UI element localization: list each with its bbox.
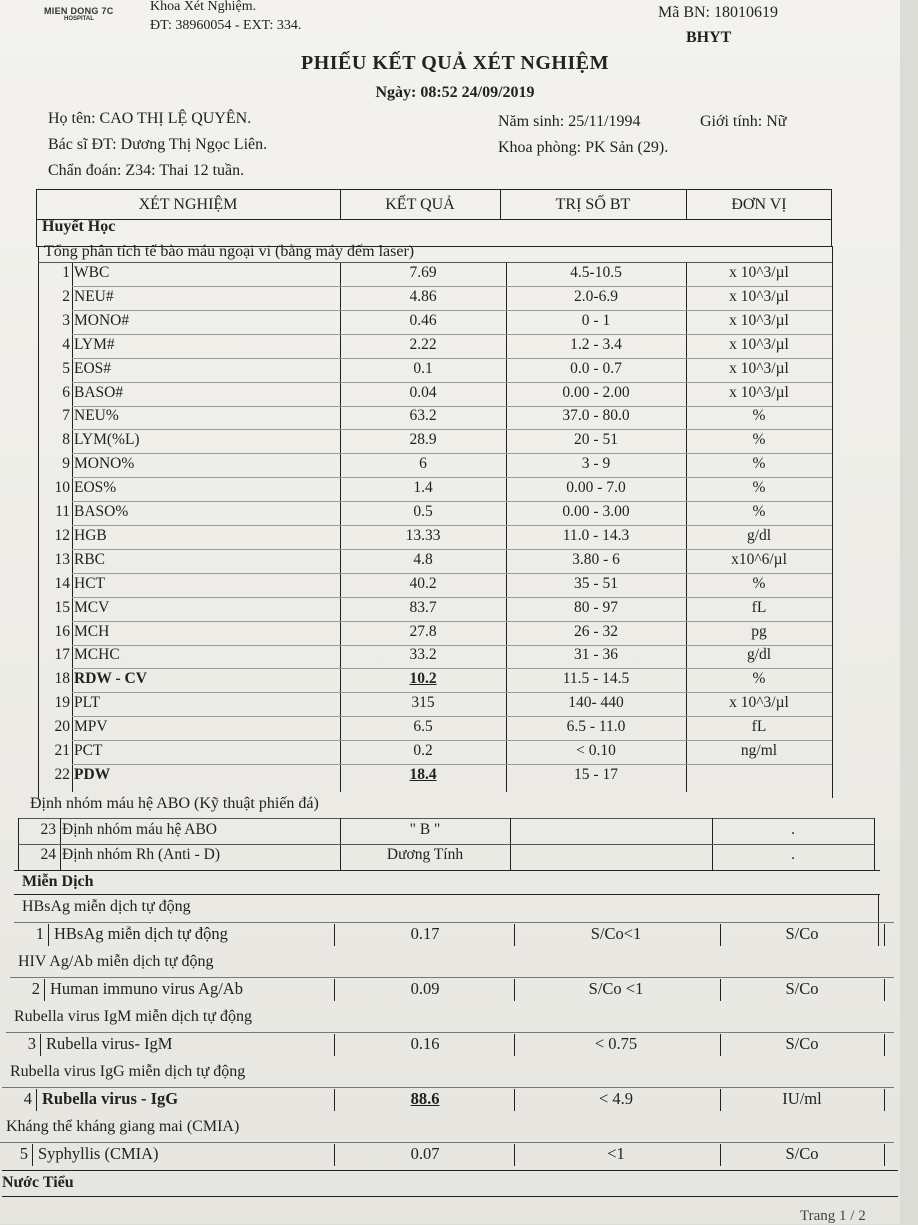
abo-top-line xyxy=(18,818,874,819)
cell-divider xyxy=(334,979,335,1001)
row-line xyxy=(72,429,832,430)
unit: % xyxy=(752,479,766,497)
table-row xyxy=(18,846,874,869)
cell-divider xyxy=(514,1144,515,1166)
row-number: 2 xyxy=(62,287,70,305)
test-result: Dương Tính xyxy=(386,846,464,863)
test-name: PCT xyxy=(74,742,103,759)
patient-birth: Năm sinh: 25/11/1994 xyxy=(498,113,641,130)
test-result xyxy=(340,1034,510,1054)
unit: x 10^3/µl xyxy=(729,694,789,712)
reference-range: 3 - 9 xyxy=(581,455,611,473)
reference-range: 15 - 17 xyxy=(574,765,618,783)
row-line xyxy=(72,286,832,287)
test-result xyxy=(340,551,506,569)
result-value: 28.9 xyxy=(409,431,437,449)
table-row xyxy=(38,670,832,693)
row-line xyxy=(72,597,832,598)
table-row xyxy=(38,384,832,407)
diagnosis: Chẩn đoán: Z34: Thai 12 tuần. xyxy=(48,162,245,179)
patient-gender: Giới tính: Nữ xyxy=(700,113,787,130)
test-name: RDW - CV xyxy=(74,670,147,688)
reference-range: <1 xyxy=(607,1144,625,1163)
row-number: 21 xyxy=(54,742,70,759)
test-name: PDW xyxy=(74,765,111,783)
cell-divider xyxy=(720,1144,721,1166)
row-line xyxy=(72,501,832,502)
table-row xyxy=(38,646,832,669)
department-name: Khoa Xét Nghiệm. xyxy=(150,0,257,14)
group-title: Rubella virus IgM miễn dịch tự động xyxy=(14,1008,252,1025)
reference-range: 37.0 - 80.0 xyxy=(562,407,630,425)
result-value: 2.22 xyxy=(409,335,437,353)
table-row xyxy=(38,336,832,359)
table-row xyxy=(38,742,832,765)
test-name: EOS% xyxy=(74,479,117,497)
cell-divider xyxy=(884,1089,885,1111)
unit: % xyxy=(752,503,766,520)
reference-range: 0.00 - 2.00 xyxy=(562,383,630,401)
reference-range: 20 - 51 xyxy=(574,431,618,449)
test-name: WBC xyxy=(74,264,110,281)
unit: S/Co xyxy=(785,924,819,943)
result-value: 0.16 xyxy=(410,1034,440,1053)
test-name: MCH xyxy=(74,622,110,640)
row-line xyxy=(72,716,832,717)
cbc-top-line xyxy=(38,262,832,263)
reference-range: 6.5 - 11.0 xyxy=(566,718,626,736)
cell-divider xyxy=(48,924,49,946)
row-number: 20 xyxy=(54,718,70,736)
unit: x 10^3/µl xyxy=(729,383,789,401)
test-result xyxy=(340,742,506,760)
row-number: 5 xyxy=(19,1144,28,1163)
reference-range: 140- 440 xyxy=(568,694,624,712)
unit: % xyxy=(752,574,766,592)
test-name: MONO% xyxy=(74,455,135,473)
test-result xyxy=(340,718,506,736)
table-row xyxy=(38,551,832,574)
reference-range: 35 - 51 xyxy=(574,574,618,592)
table-row xyxy=(0,924,900,947)
row-line xyxy=(72,645,832,646)
test-result xyxy=(340,527,506,545)
reference-range: < 4.9 xyxy=(598,1089,634,1108)
row-line xyxy=(2,1087,894,1088)
row-number: 7 xyxy=(62,407,70,425)
test-result xyxy=(340,670,506,688)
result-value: 0.09 xyxy=(410,979,440,998)
frame-right xyxy=(832,246,833,798)
test-name: Rubella virus - IgG xyxy=(42,1089,179,1108)
cell-divider xyxy=(334,1144,335,1166)
row-number: 24 xyxy=(40,846,56,863)
cell-divider xyxy=(334,924,335,946)
table-row xyxy=(38,479,832,502)
unit: % xyxy=(752,407,766,425)
test-result xyxy=(340,360,506,378)
table-row xyxy=(38,360,832,383)
result-value: 63.2 xyxy=(409,407,437,425)
row-line xyxy=(72,668,832,669)
result-value: 315 xyxy=(411,694,435,712)
row-number: 9 xyxy=(62,455,70,473)
section-hematology: Huyết Học xyxy=(42,218,116,235)
row-number: 4 xyxy=(62,335,70,353)
cell-divider xyxy=(884,1034,885,1056)
col-header-unit: ĐƠN VỊ xyxy=(731,196,787,213)
page-number: Trang 1 / 2 xyxy=(800,1208,866,1224)
result-value: 0.1 xyxy=(413,359,433,377)
row-line xyxy=(72,573,832,574)
row-number: 8 xyxy=(62,431,70,449)
row-line xyxy=(72,406,832,407)
result-value: 4.8 xyxy=(413,550,433,568)
cell-divider xyxy=(720,1089,721,1111)
reference-range: 1.2 - 3.4 xyxy=(570,335,622,353)
result-value: 0.04 xyxy=(409,383,437,401)
row-line xyxy=(14,922,894,923)
test-name: HBsAg miễn dịch tự động xyxy=(54,924,228,943)
row-line xyxy=(72,453,832,454)
test-result xyxy=(340,1089,510,1109)
test-name: MCHC xyxy=(74,646,120,664)
logo-subtext: HOSPITAL xyxy=(64,16,94,22)
row-number: 5 xyxy=(62,359,70,377)
section-line xyxy=(14,894,880,895)
row-line xyxy=(72,358,832,359)
row-number: 2 xyxy=(31,979,40,998)
logo-tagline xyxy=(58,22,140,28)
row-number: 3 xyxy=(27,1034,36,1053)
test-result xyxy=(340,599,506,617)
unit: . xyxy=(791,821,795,838)
row-number: 4 xyxy=(23,1089,32,1108)
test-name: Rubella virus- IgM xyxy=(46,1034,173,1053)
unit: ng/ml xyxy=(740,742,778,759)
reference-range: 0 - 1 xyxy=(581,311,611,329)
result-value: 0.46 xyxy=(409,311,437,329)
reference-range: 31 - 36 xyxy=(574,646,618,664)
cell-divider xyxy=(884,1144,885,1166)
group-title: Rubella virus IgG miễn dịch tự động xyxy=(10,1063,246,1080)
reference-range: 0.00 - 7.0 xyxy=(566,479,626,497)
test-result xyxy=(340,766,506,784)
cell-divider xyxy=(334,1089,335,1111)
test-name: NEU# xyxy=(74,287,114,305)
test-name: MCV xyxy=(74,598,110,616)
header-divider xyxy=(340,190,341,220)
unit: g/dl xyxy=(746,526,772,544)
reference-range: < 0.75 xyxy=(594,1034,638,1053)
group-title: HIV Ag/Ab miễn dịch tự động xyxy=(18,953,214,970)
cell-divider xyxy=(720,924,721,946)
test-result xyxy=(340,431,506,449)
cell-divider xyxy=(720,979,721,1001)
table-row xyxy=(38,694,832,717)
section-line xyxy=(2,1196,898,1197)
table-row xyxy=(38,575,832,598)
test-result xyxy=(340,312,506,330)
row-line xyxy=(72,740,832,741)
cell-divider xyxy=(334,1034,335,1056)
row-line xyxy=(72,310,832,311)
abo-frame-right xyxy=(874,818,875,870)
test-name: HCT xyxy=(74,574,105,592)
section-immunology: Miễn Dịch xyxy=(22,873,94,890)
row-line xyxy=(72,334,832,335)
row-line xyxy=(72,692,832,693)
table-row xyxy=(0,979,900,1002)
result-value: 0.2 xyxy=(413,742,433,759)
cell-divider xyxy=(514,924,515,946)
result-value: 40.2 xyxy=(409,574,437,592)
header-divider xyxy=(500,190,501,220)
hospital-logo xyxy=(44,6,140,38)
result-value: 4.86 xyxy=(409,287,437,305)
unit: S/Co xyxy=(785,1034,819,1053)
unit: x 10^3/µl xyxy=(729,359,789,377)
reference-range: 2.0-6.9 xyxy=(574,287,618,305)
department-phone: ĐT: 38960054 - EXT: 334. xyxy=(150,18,302,33)
reference-range: 80 - 97 xyxy=(574,598,618,616)
reference-range: 3.80 - 6 xyxy=(572,550,620,568)
row-number: 16 xyxy=(54,622,70,640)
unit: % xyxy=(752,670,766,688)
insurance-label: BHYT xyxy=(686,29,732,46)
row-number: 1 xyxy=(35,924,44,943)
result-value: 0.5 xyxy=(413,503,433,520)
test-name: MPV xyxy=(74,718,108,736)
test-name: NEU% xyxy=(74,407,119,425)
result-value: 6 xyxy=(419,455,427,473)
row-number: 12 xyxy=(54,526,70,544)
table-row xyxy=(38,503,832,526)
row-number: 19 xyxy=(54,694,70,712)
row-number: 1 xyxy=(62,264,70,281)
table-row xyxy=(0,1144,900,1167)
reference-range: S/Co<1 xyxy=(590,924,642,943)
test-name: Định nhóm máu hệ ABO xyxy=(62,821,217,838)
reference-range: 0.00 - 3.00 xyxy=(562,503,630,520)
unit: x 10^3/µl xyxy=(729,335,789,353)
test-name: BASO% xyxy=(74,503,129,520)
cell-divider xyxy=(40,1034,41,1056)
group-title: Kháng thể kháng giang mai (CMIA) xyxy=(6,1118,240,1135)
section-urine: Nước Tiểu xyxy=(2,1174,74,1191)
row-number: 10 xyxy=(54,479,70,497)
table-row xyxy=(38,288,832,311)
section-line xyxy=(2,1170,898,1171)
cell-divider xyxy=(514,1034,515,1056)
result-value: 0.17 xyxy=(410,924,440,943)
test-name: LYM(%L) xyxy=(74,431,140,449)
result-value: 10.2 xyxy=(409,670,437,688)
table-row xyxy=(38,312,832,335)
table-row xyxy=(0,1034,900,1057)
test-result xyxy=(340,479,506,497)
result-value: 7.69 xyxy=(409,264,437,281)
test-name: BASO# xyxy=(74,383,124,401)
row-line xyxy=(72,525,832,526)
unit: fL xyxy=(751,598,767,616)
unit: . xyxy=(791,846,795,863)
unit: g/dl xyxy=(746,646,772,664)
table-row xyxy=(0,1089,900,1112)
table-row xyxy=(38,766,832,789)
ward: Khoa phòng: PK Sản (29). xyxy=(498,139,669,156)
row-number: 18 xyxy=(54,670,70,688)
test-result xyxy=(340,646,506,664)
group-abo: Định nhóm máu hệ ABO (Kỹ thuật phiến đá) xyxy=(30,795,319,812)
reference-range: 11.0 - 14.3 xyxy=(562,526,630,544)
group-title: HBsAg miễn dịch tự động xyxy=(22,898,191,915)
test-result xyxy=(340,979,510,999)
unit: IU/ml xyxy=(782,1089,822,1108)
abo-mid-line xyxy=(18,844,874,845)
test-result xyxy=(340,694,506,712)
test-name: EOS# xyxy=(74,359,112,377)
test-result xyxy=(340,924,510,944)
test-result xyxy=(340,336,506,354)
test-result xyxy=(340,384,506,402)
header-bottom-line xyxy=(36,219,832,220)
test-result xyxy=(340,1144,510,1164)
reference-range: 4.5-10.5 xyxy=(570,264,622,281)
group-cbc: Tổng phân tích tế bào máu ngoại vi (bằng máy đếm laser) xyxy=(44,243,415,260)
table-row xyxy=(38,264,832,287)
logo-text: MIEN DONG 7C xyxy=(44,6,114,16)
row-line xyxy=(10,977,894,978)
report-date: Ngày: 08:52 24/09/2019 xyxy=(375,84,535,101)
test-result xyxy=(340,288,506,306)
table-row xyxy=(38,718,832,741)
cell-divider xyxy=(884,924,885,946)
department-block xyxy=(150,0,301,35)
table-row xyxy=(38,431,832,454)
test-result xyxy=(340,264,506,282)
unit: x 10^3/µl xyxy=(729,287,789,305)
table-row xyxy=(38,407,832,430)
reference-range: 11.5 - 14.5 xyxy=(562,670,630,688)
col-header-range: TRỊ SỐ BT xyxy=(555,196,631,213)
cell-divider xyxy=(514,979,515,1001)
table-row xyxy=(38,527,832,550)
row-line xyxy=(6,1032,894,1033)
test-result xyxy=(340,623,506,641)
row-line xyxy=(72,621,832,622)
row-line xyxy=(72,477,832,478)
patient-name: Họ tên: CAO THỊ LỆ QUYÊN. xyxy=(48,110,252,127)
unit: S/Co xyxy=(785,1144,819,1163)
col-header-result: KẾT QUẢ xyxy=(385,196,455,213)
cell-divider xyxy=(720,1034,721,1056)
row-line xyxy=(72,549,832,550)
test-name: HGB xyxy=(74,526,107,544)
test-name: PLT xyxy=(74,694,101,712)
reference-range: 26 - 32 xyxy=(574,622,618,640)
row-number: 14 xyxy=(54,574,70,592)
reference-range: S/Co <1 xyxy=(588,979,644,998)
result-value: 18.4 xyxy=(409,765,437,783)
cell-divider xyxy=(36,1089,37,1111)
result-value: 1.4 xyxy=(413,479,433,497)
unit: fL xyxy=(751,718,767,736)
row-number: 23 xyxy=(40,821,56,838)
test-result xyxy=(340,455,506,473)
unit: x 10^3/µl xyxy=(729,311,789,329)
cell-divider xyxy=(514,1089,515,1111)
test-name: Định nhóm Rh (Anti - D) xyxy=(62,846,221,863)
result-value: 13.33 xyxy=(405,526,441,544)
test-name: MONO# xyxy=(74,311,130,329)
result-value: 33.2 xyxy=(409,646,437,664)
test-name: LYM# xyxy=(74,335,115,353)
page-title: PHIẾU KẾT QUẢ XÉT NGHIỆM xyxy=(301,52,609,74)
test-result xyxy=(340,503,506,521)
test-result: " B " xyxy=(409,821,441,838)
test-name: RBC xyxy=(74,550,106,568)
reference-range: 0.0 - 0.7 xyxy=(570,359,622,377)
cell-divider xyxy=(44,979,45,1001)
test-name: Syphyllis (CMIA) xyxy=(38,1144,159,1163)
unit: x10^6/µl xyxy=(731,550,787,568)
reference-range: < 0.10 xyxy=(576,742,616,759)
patient-code: Mã BN: 18010619 xyxy=(658,4,778,21)
test-result xyxy=(340,575,506,593)
table-row xyxy=(38,599,832,622)
treating-doctor: Bác sĩ ĐT: Dương Thị Ngọc Liên. xyxy=(48,136,268,153)
row-number: 15 xyxy=(54,598,70,616)
result-value: 88.6 xyxy=(410,1089,440,1108)
header-divider xyxy=(686,190,687,220)
row-number: 22 xyxy=(54,765,70,783)
result-value: 6.5 xyxy=(413,718,433,736)
result-value: 27.8 xyxy=(409,622,437,640)
row-line xyxy=(0,1142,894,1143)
table-row xyxy=(38,623,832,646)
test-result xyxy=(340,407,506,425)
row-number: 11 xyxy=(55,503,70,520)
unit: S/Co xyxy=(785,979,819,998)
unit: % xyxy=(752,431,766,449)
result-value: 83.7 xyxy=(409,598,437,616)
row-line xyxy=(72,382,832,383)
unit: % xyxy=(752,455,766,473)
unit: x 10^3/µl xyxy=(729,264,789,281)
row-number: 3 xyxy=(62,311,70,329)
unit: pg xyxy=(751,622,767,640)
table-row xyxy=(38,455,832,478)
row-number: 6 xyxy=(62,383,70,401)
cell-divider xyxy=(884,979,885,1001)
result-value: 0.07 xyxy=(410,1144,440,1163)
test-name: Human immuno virus Ag/Ab xyxy=(50,979,243,998)
table-row xyxy=(18,821,874,844)
col-header-test: XÉT NGHIỆM xyxy=(138,196,238,213)
cell-divider xyxy=(32,1144,33,1166)
row-number: 17 xyxy=(54,646,70,664)
row-number: 13 xyxy=(54,550,70,568)
row-line xyxy=(72,764,832,765)
section-line xyxy=(14,870,880,871)
